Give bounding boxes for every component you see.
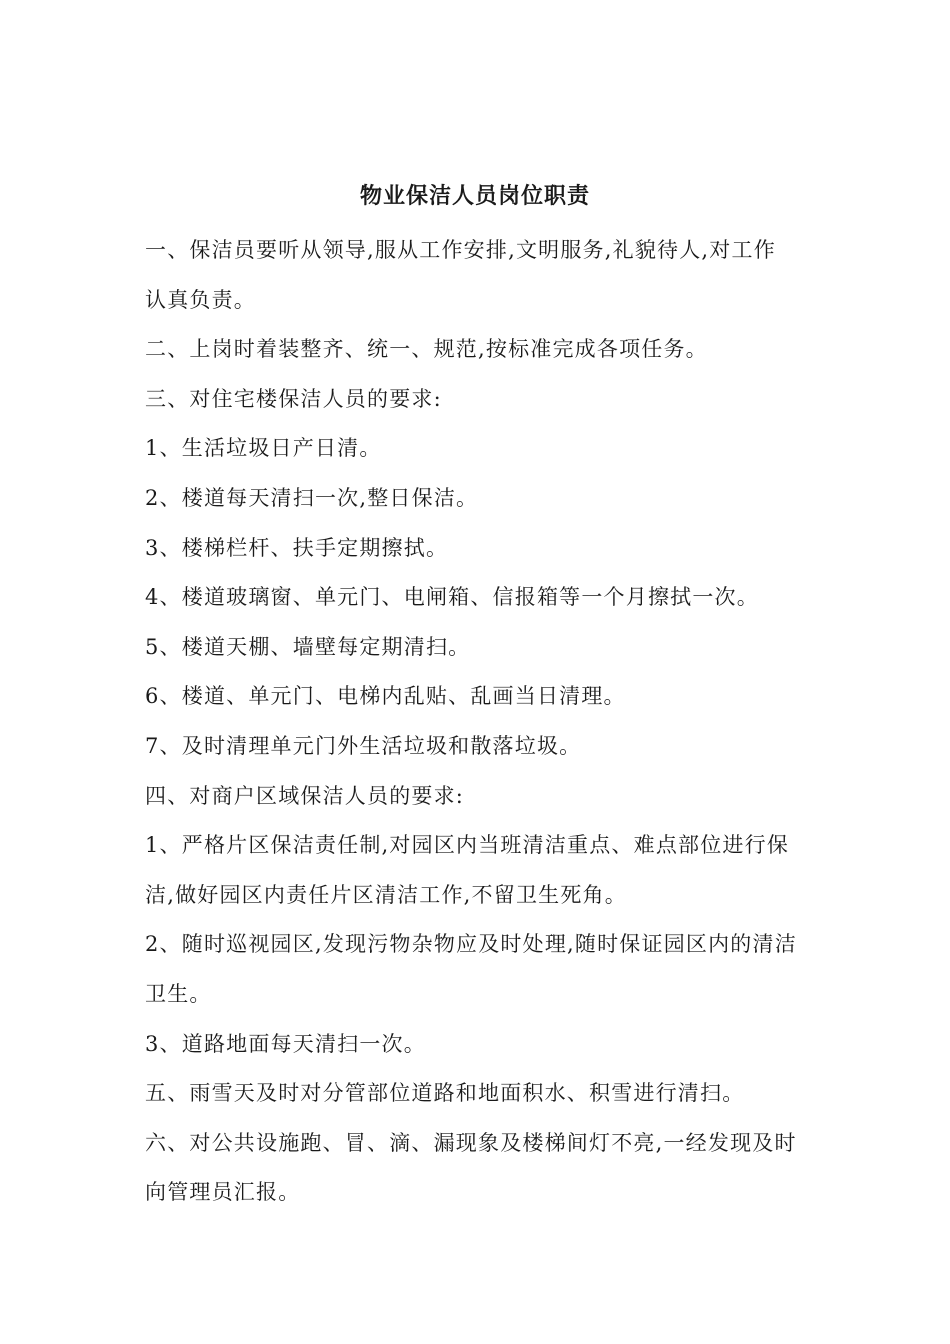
body-line: 6、楼道、单元门、电梯内乱贴、乱画当日清理。 [145, 684, 626, 709]
body-line: 7、及时清理单元门外生活垃圾和散落垃圾。 [145, 733, 582, 758]
body-line: 4、楼道玻璃窗、单元门、电闸箱、信报箱等一个月擦拭一次。 [145, 585, 759, 610]
body-line: 3、楼梯栏杆、扶手定期擦拭。 [145, 535, 449, 560]
body-line: 2、随时巡视园区,发现污物杂物应及时处理,随时保证园区内的清洁 [145, 932, 797, 957]
body-line: 认真负责。 [145, 287, 256, 312]
body-line: 卫生。 [145, 981, 212, 1006]
body-line: 洁,做好园区内责任片区清洁工作,不留卫生死角。 [145, 882, 627, 907]
body-line: 3、道路地面每天清扫一次。 [145, 1031, 426, 1056]
document-title: 物业保洁人员岗位职责 [359, 183, 590, 209]
body-line: 六、对公共设施跑、冒、滴、漏现象及楼梯间灯不亮,一经发现及时 [145, 1130, 797, 1155]
body-line: 1、严格片区保洁责任制,对园区内当班清洁重点、难点部位进行保 [145, 833, 790, 858]
body-line: 1、生活垃圾日产日清。 [145, 436, 382, 461]
document-body [145, 236, 810, 1228]
body-line: 三、对住宅楼保洁人员的要求: [145, 386, 442, 411]
body-line: 四、对商户区域保洁人员的要求: [145, 783, 465, 808]
body-line: 一、保洁员要听从领导,服从工作安排,文明服务,礼貌待人,对工作 [145, 238, 776, 262]
body-line: 5、楼道天棚、墙壁每定期清扫。 [145, 634, 471, 659]
body-line: 2、楼道每天清扫一次,整日保洁。 [145, 485, 479, 510]
body-line: 五、雨雪天及时对分管部位道路和地面积水、积雪进行清扫。 [145, 1081, 745, 1106]
body-line: 二、上岗时着装整齐、统一、规范,按标准完成各项任务。 [145, 337, 708, 362]
body-line: 向管理员汇报。 [145, 1180, 301, 1205]
